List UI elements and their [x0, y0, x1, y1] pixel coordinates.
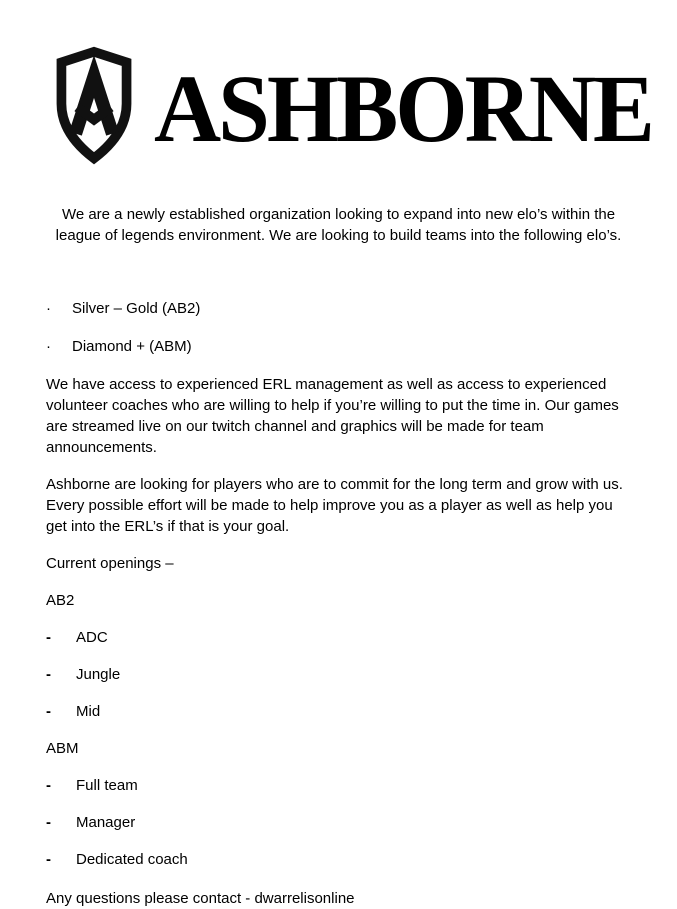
contact-line: Any questions please contact - dwarrelisonline — [46, 890, 355, 907]
paragraph-commitment: Ashborne are looking for players who are to commit for the long term and grow with us. Every possible effort will be made to help improve you as a player as well as help you get into the ERL’s if that is your goal. — [46, 476, 623, 535]
logo-header — [50, 0, 652, 176]
list-item — [46, 775, 631, 796]
role-text: Manager — [76, 814, 136, 831]
list-item — [46, 627, 631, 648]
list-item — [46, 812, 631, 833]
ashborne-shield-logo-icon — [50, 42, 138, 176]
elo-item-text: Silver – Gold (AB2) — [72, 300, 201, 317]
role-text: Dedicated coach — [76, 851, 188, 868]
role-text: ADC — [76, 629, 108, 646]
role-text: Full team — [76, 777, 138, 794]
role-text: Mid — [76, 703, 101, 720]
openings-heading: Current openings – — [46, 555, 174, 572]
elo-item-text: Diamond + (ABM) — [72, 338, 192, 355]
dash-marker: - — [46, 814, 51, 831]
elo-list — [46, 298, 631, 357]
list-item — [46, 298, 631, 319]
dash-marker: - — [46, 851, 51, 868]
dash-marker: - — [46, 777, 51, 794]
paragraph-erl-management: We have access to experienced ERL management as well as access to experienced volunteer coaches who are willing to help if you’re willing to put the time in. Our games are streamed live on our twitch channel and graphics will be made for team announcements. — [46, 376, 619, 456]
dash-marker: - — [46, 666, 51, 683]
bullet-marker: · — [46, 300, 51, 317]
brand-title: ASHBORNE — [154, 55, 652, 163]
list-item — [46, 849, 631, 870]
list-item — [46, 664, 631, 685]
openings-group-name: ABM — [46, 740, 79, 757]
list-item — [46, 336, 631, 357]
openings-group-name: AB2 — [46, 592, 75, 609]
dash-marker: - — [46, 703, 51, 720]
list-item — [46, 701, 631, 722]
role-text: Jungle — [76, 666, 121, 683]
bullet-marker: · — [46, 338, 51, 355]
dash-marker: - — [46, 629, 51, 646]
intro-paragraph: We are a newly established organization looking to expand into new elo’s within the league of legends environment. We are looking to build teams into the following elo’s. — [55, 206, 622, 244]
